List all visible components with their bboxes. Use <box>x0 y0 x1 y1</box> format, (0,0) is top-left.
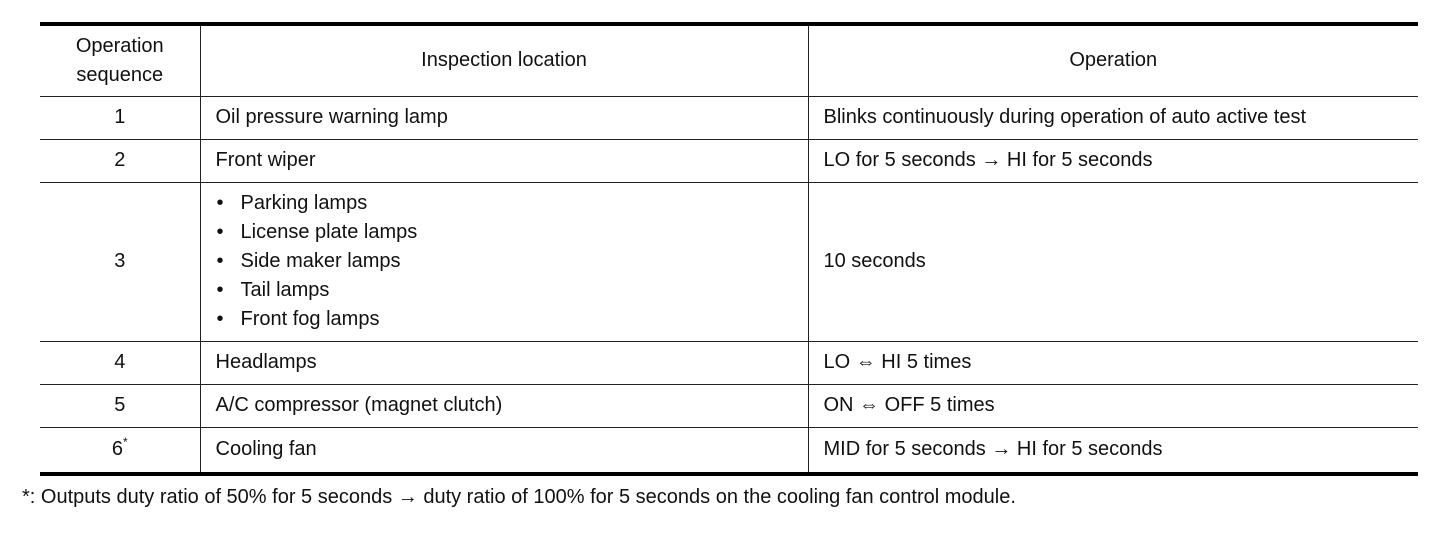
sequence-cell: 3 <box>40 182 200 341</box>
table-header-row <box>40 24 1418 96</box>
list-item: • Tail lamps <box>216 276 808 305</box>
table-row <box>40 96 1418 139</box>
sequence-cell <box>40 427 200 474</box>
header-inspection-location: Inspection location <box>200 24 808 96</box>
location-cell: Cooling fan <box>200 427 808 474</box>
sequence-cell: 1 <box>40 96 200 139</box>
table-row <box>40 427 1418 474</box>
location-cell: Front wiper <box>200 139 808 182</box>
sequence-cell: 4 <box>40 341 200 384</box>
operation-cell: MID for 5 seconds → HI for 5 seconds <box>808 427 1418 474</box>
operation-cell: LO ⇔ HI 5 times <box>808 341 1418 384</box>
sequence-cell: 2 <box>40 139 200 182</box>
operation-cell: LO for 5 seconds → HI for 5 seconds <box>808 139 1418 182</box>
table-row <box>40 341 1418 384</box>
list-item: • Parking lamps <box>216 189 808 218</box>
header-operation-sequence: Operation sequence <box>40 24 200 96</box>
inspection-table-wrapper <box>40 22 1418 476</box>
asterisk-marker: * <box>122 434 128 449</box>
location-cell <box>200 182 808 341</box>
table-row <box>40 139 1418 182</box>
operation-cell: 10 seconds <box>808 182 1418 341</box>
location-cell: A/C compressor (magnet clutch) <box>200 384 808 427</box>
sequence-number: 6 <box>111 438 123 461</box>
table-row <box>40 384 1418 427</box>
sequence-cell: 5 <box>40 384 200 427</box>
operation-cell: Blinks continuously during operation of auto active test <box>808 96 1418 139</box>
operation-cell: ON ⇔ OFF 5 times <box>808 384 1418 427</box>
lamp-list <box>216 189 808 334</box>
list-item: • License plate lamps <box>216 218 808 247</box>
header-operation: Operation <box>808 24 1418 96</box>
table-row <box>40 182 1418 341</box>
inspection-table <box>40 22 1418 476</box>
location-cell: Oil pressure warning lamp <box>200 96 808 139</box>
list-item: • Side maker lamps <box>216 247 808 276</box>
list-item: • Front fog lamps <box>216 305 808 334</box>
footnote: *: Outputs duty ratio of 50% for 5 seconds → duty ratio of 100% for 5 seconds on the cooling fan control module. <box>22 486 1016 508</box>
location-cell: Headlamps <box>200 341 808 384</box>
